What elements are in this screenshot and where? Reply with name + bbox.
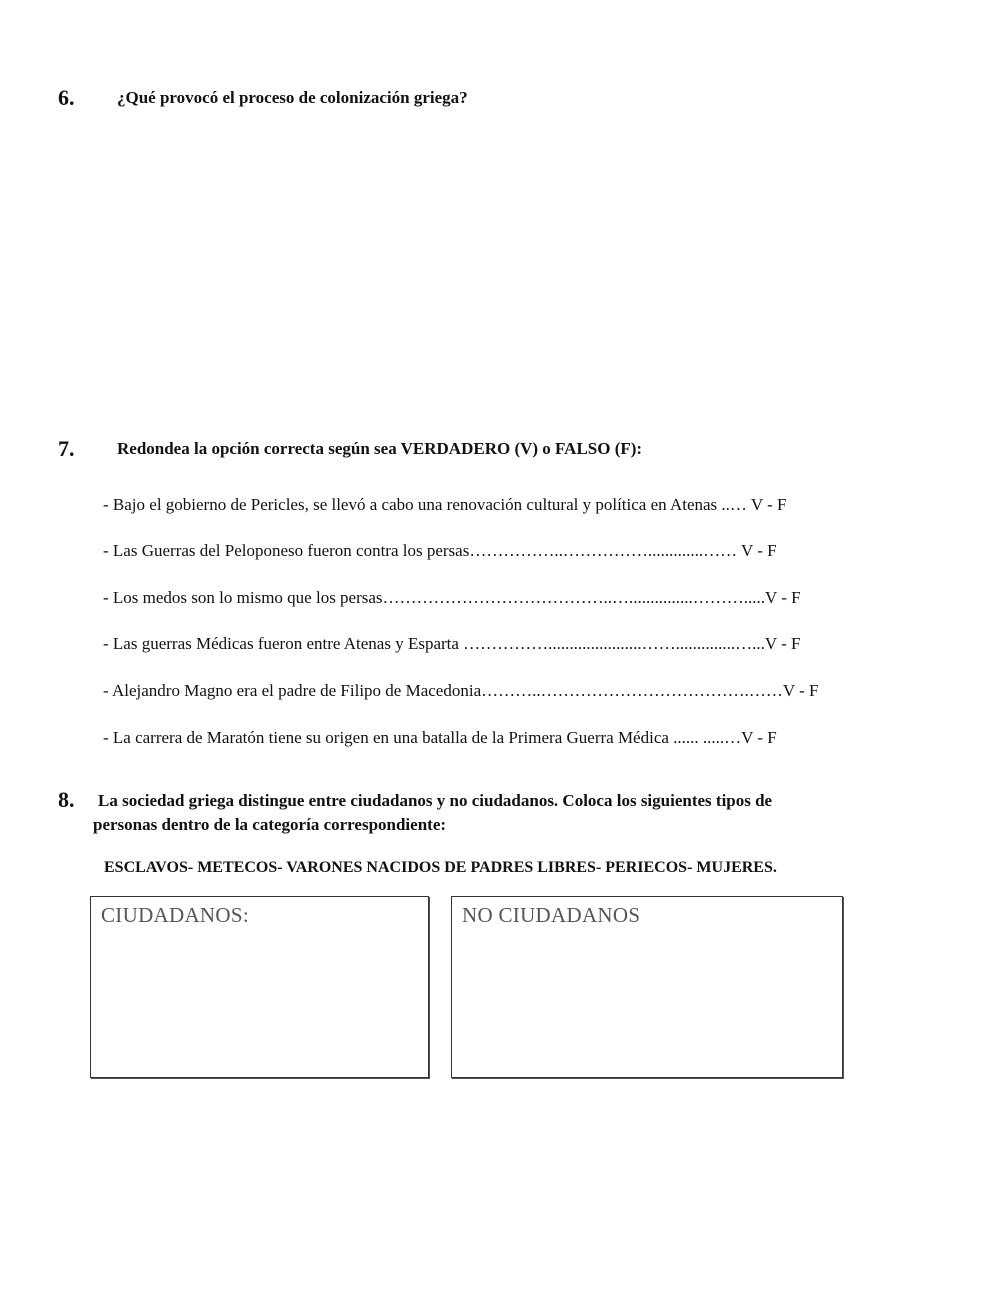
question-7-number: 7.: [58, 436, 75, 461]
question-6-text: ¿Qué provocó el proceso de colonización griega?: [117, 88, 468, 107]
statement-2[interactable]: - Las Guerras del Peloponeso fueron contra los persas……………..…………….............…… V - F: [103, 541, 777, 560]
statement-1[interactable]: - Bajo el gobierno de Pericles, se llevó a cabo una renovación cultural y política en Atenas ..… V - F: [103, 495, 787, 514]
statement-4[interactable]: - Las guerras Médicas fueron entre Atenas y Esparta ……………......................……..............…...V - F: [103, 634, 801, 653]
question-8-number: 8.: [58, 787, 75, 812]
question-7-text: Redondea la opción correcta según sea VERDADERO (V) o FALSO (F):: [117, 439, 643, 458]
non-citizens-box[interactable]: [451, 896, 843, 1078]
question-6-number: 6.: [58, 85, 75, 110]
question-8-text-line-2: personas dentro de la categoría correspondiente:: [93, 815, 447, 834]
citizens-box[interactable]: [90, 896, 429, 1078]
statement-3[interactable]: - Los medos son lo mismo que los persas…………………………………..…...............……….....V - F: [103, 588, 801, 607]
statement-6[interactable]: - La carrera de Maratón tiene su origen en una batalla de la Primera Guerra Médica ...... .....…V - F: [103, 728, 777, 747]
citizens-box-label: CIUDADANOS:: [101, 903, 249, 927]
statement-5[interactable]: - Alejandro Magno era el padre de Filipo de Macedonia………..……………………………….……V - F: [103, 681, 819, 700]
question-8-text-line-1: La sociedad griega distingue entre ciudadanos y no ciudadanos. Coloca los siguientes tipos de: [98, 791, 773, 810]
word-list: ESCLAVOS- METECOS- VARONES NACIDOS DE PADRES LIBRES- PERIECOS- MUJERES.: [104, 859, 777, 876]
non-citizens-box-label: NO CIUDADANOS: [462, 903, 641, 927]
